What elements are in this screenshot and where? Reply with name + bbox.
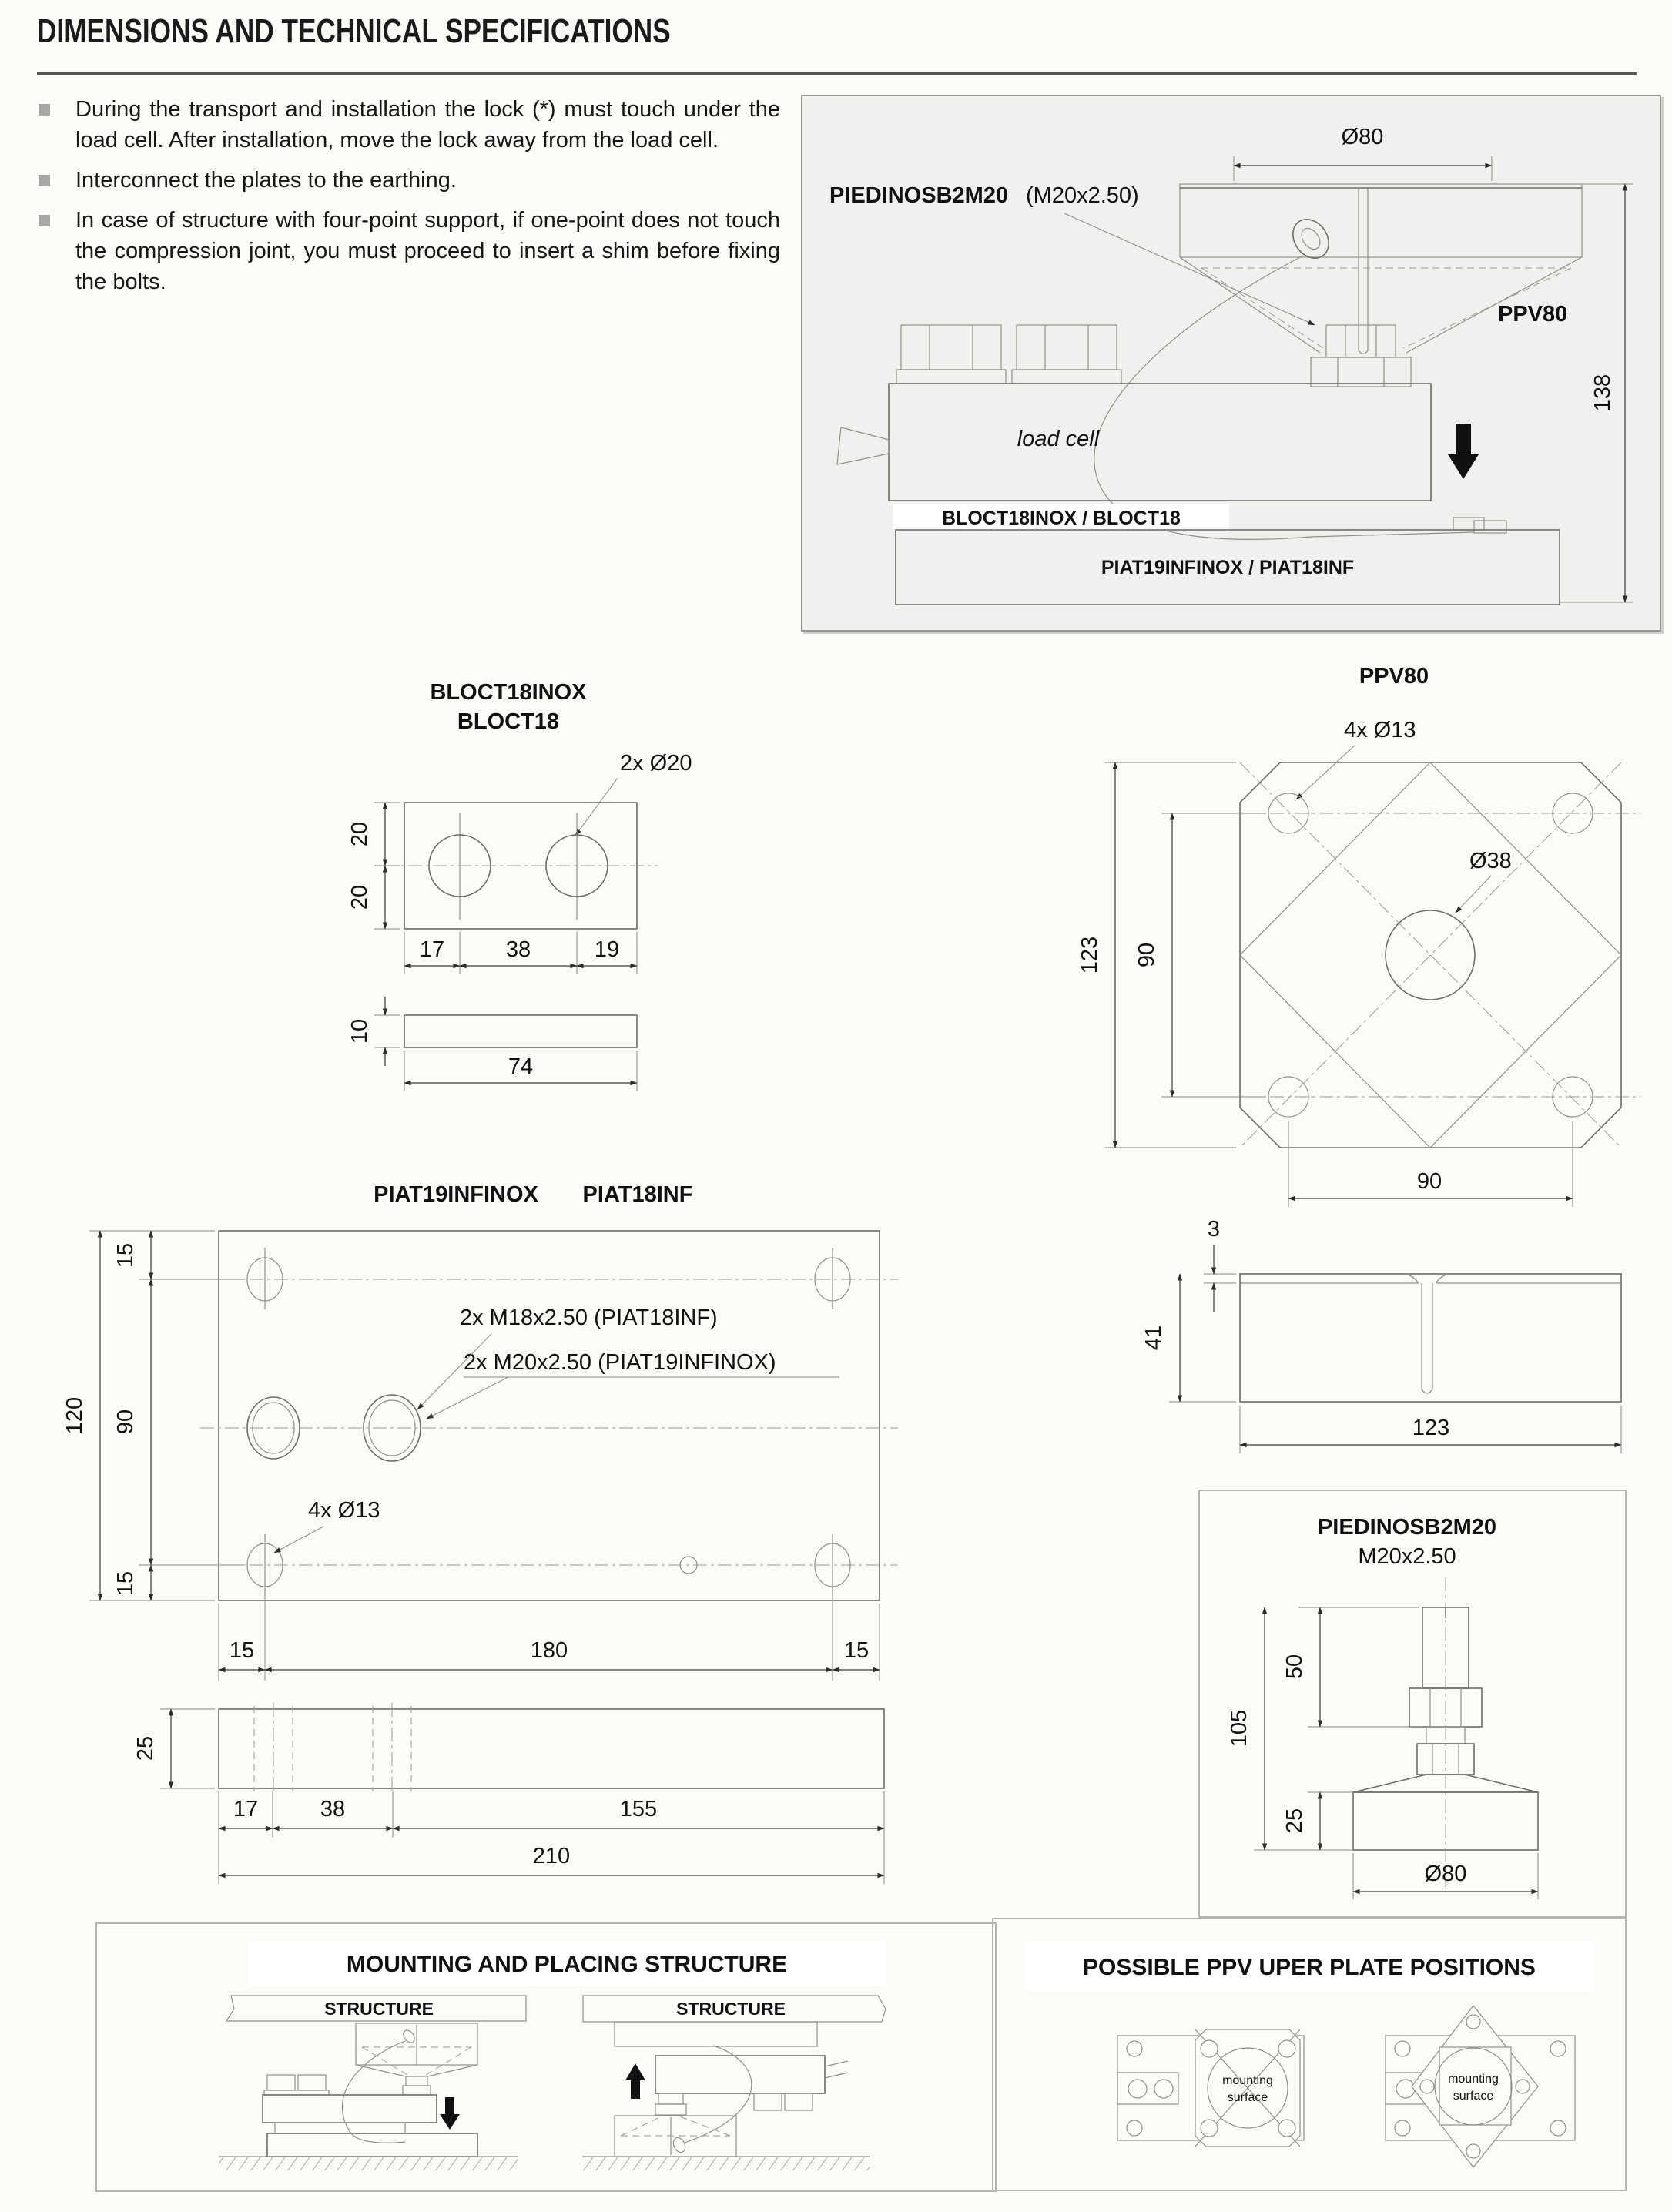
piat-drawing (62, 1155, 909, 1895)
positions-title: POSSIBLE PPV UPER PLATE POSITIONS (1083, 1955, 1536, 1980)
piat-title-1: PIAT19INFINOX (374, 1182, 538, 1207)
dim-label-90v: 90 (1134, 942, 1159, 968)
dim-label-15b: 15 (113, 1570, 138, 1597)
foot-drawing-frame (1198, 1490, 1627, 1918)
dim-label-38: 38 (505, 937, 531, 962)
mounting-section (95, 1922, 997, 2192)
load-cell-body (889, 384, 1431, 501)
dim-label-180: 180 (530, 1638, 568, 1663)
assembly-drawing-frame (801, 95, 1661, 632)
structure-label: STRUCTURE (676, 1999, 786, 2019)
dim-label-74: 74 (508, 1054, 534, 1079)
dim-label-105: 105 (1227, 1709, 1251, 1748)
ppv-holes-callout: 4x Ø13 (1344, 718, 1416, 742)
mounting-surface-line1: mounting (1448, 2073, 1499, 2086)
dim-label-19: 19 (594, 937, 620, 962)
dim-label-25: 25 (133, 1735, 158, 1761)
page-title: DIMENSIONS AND TECHNICAL SPECIFICATIONS (37, 12, 671, 50)
bloct-label: BLOCT18INOX / BLOCT18 (942, 508, 1181, 529)
ppv-label: PPV80 (1498, 302, 1568, 327)
dim-label-120: 120 (62, 1396, 87, 1435)
piat-callout-holes: 4x Ø13 (308, 1498, 380, 1523)
dim-label-diameter80: Ø80 (1341, 125, 1384, 149)
bloct-holes-callout: 2x Ø20 (620, 751, 692, 776)
ppv-title: PPV80 (1359, 664, 1429, 689)
mounting-surface-line1: mounting (1222, 2074, 1273, 2087)
load-cell-label: load cell (1017, 427, 1100, 451)
positions-drawing (993, 1919, 1625, 2190)
list-item (37, 165, 780, 196)
dim-label-d80: Ø80 (1424, 1862, 1467, 1886)
dim-label-38s: 38 (320, 1797, 346, 1822)
bullet-text: Interconnect the plates to the earthing. (75, 168, 457, 193)
dim-label-90m: 90 (113, 1409, 138, 1435)
mounting-title: MOUNTING AND PLACING STRUCTURE (346, 1952, 788, 1977)
piat-title-2: PIAT18INF (582, 1182, 693, 1207)
title-divider (37, 72, 1637, 75)
mounting-surface-line2: surface (1453, 2090, 1494, 2103)
ppv-center-callout: Ø38 (1469, 849, 1512, 873)
piat-callout-m18: 2x M18x2.50 (PIAT18INF) (460, 1305, 718, 1330)
mounting-drawing (97, 1924, 995, 2190)
dim-label-17s: 17 (233, 1797, 259, 1822)
dim-label-17: 17 (419, 937, 445, 962)
dim-label-210: 210 (532, 1844, 571, 1868)
instruction-list (37, 94, 780, 307)
bullet-text: In case of structure with four-point support, if one-point does not touch the compression joint, you must proceed to insert a shim before fixing the bolts. (75, 208, 780, 294)
bullet-text: During the transport and installation the lock (*) must touch under the load cell. After installation, move the lock away from the load cell. (75, 97, 780, 152)
foot-drawing (1200, 1491, 1625, 1916)
foot-callout-bold: PIEDINOSB2M20 (829, 183, 1009, 208)
bloct-title-2: BLOCT18 (457, 709, 560, 734)
foot-title: PIEDINOSB2M20 (1317, 1515, 1497, 1540)
piat-label: PIAT19INFINOX / PIAT18INF (1101, 557, 1355, 578)
dim-label-50: 50 (1282, 1654, 1307, 1680)
load-direction-arrow-down (1448, 424, 1479, 479)
dim-label-10: 10 (347, 1018, 372, 1044)
assembly-drawing (802, 96, 1660, 630)
dim-label-3: 3 (1207, 1217, 1221, 1242)
ppv-position-rotated (1386, 2006, 1575, 2167)
dim-label-90h: 90 (1416, 1169, 1442, 1194)
dim-label-20b: 20 (347, 884, 372, 910)
ppv-position-straight (1117, 2029, 1304, 2147)
foot-callout-thread: (M20x2.50) (1026, 183, 1139, 208)
foot-subtitle: M20x2.50 (1358, 1544, 1456, 1569)
dim-label-15t: 15 (113, 1242, 138, 1269)
lock-cable (1094, 256, 1474, 539)
dim-label-15l: 15 (229, 1638, 255, 1663)
dim-label-15r: 15 (843, 1638, 870, 1663)
dim-label-123: 123 (1077, 936, 1102, 974)
piat-callout-m20: 2x M20x2.50 (PIAT19INFINOX) (464, 1350, 776, 1375)
structure-label: STRUCTURE (324, 1999, 434, 2019)
mounting-sketch-down (219, 1996, 526, 2170)
bloct18-drawing (254, 662, 732, 1109)
positions-section (992, 1918, 1627, 2191)
list-item (37, 205, 780, 297)
bloct-title-1: BLOCT18INOX (430, 680, 587, 705)
dim-label-20a: 20 (347, 821, 372, 847)
dim-label-123-side: 123 (1412, 1416, 1450, 1440)
mounting-sketch-up (582, 1996, 886, 2170)
mounting-surface-line2: surface (1227, 2091, 1268, 2104)
ppv80-drawing (1063, 659, 1672, 1463)
dim-label-138: 138 (1590, 374, 1615, 412)
dim-label-25b: 25 (1282, 1808, 1307, 1834)
dim-label-41: 41 (1141, 1325, 1166, 1351)
list-item (37, 94, 780, 156)
dim-label-155: 155 (619, 1797, 658, 1822)
